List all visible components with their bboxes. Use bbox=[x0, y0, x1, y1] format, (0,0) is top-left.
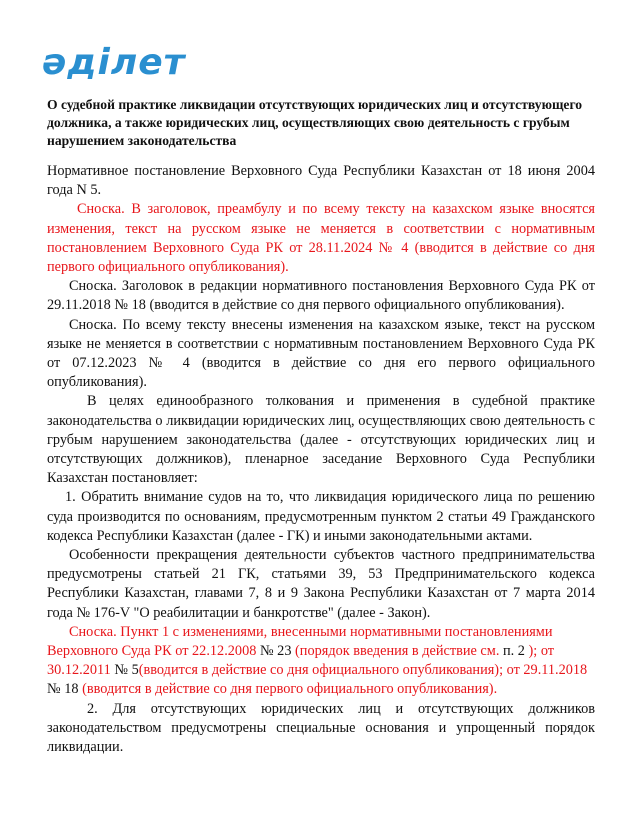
footnote-text: ); от 30.12.2011 bbox=[47, 643, 555, 679]
footnote-text: (вводится в действие со дня первого официального опубликования). bbox=[78, 681, 498, 698]
link-item-2[interactable]: п. 2 bbox=[502, 643, 525, 660]
paragraph: 1. Обратить внимание судов на то, что ликвидация юридического лица по решению суда производится по основаниям, предусмотренным пунктом 2 статьи 49 Гражданского кодекса Республики Казахстан (далее - ГК) и иными законодательными актами. bbox=[47, 489, 595, 544]
footnote-text: (вводится в действие со дня официального опубликования); от 29.11.2018 bbox=[138, 662, 588, 679]
footnote-text: (порядок введения в действие см. bbox=[291, 643, 503, 660]
footnote: Сноска. По всему тексту внесены изменения на казахском языке, текст на русском языке не меняется в соответствии с нормативным постановлением Верховного Суда РК от 07.12.2023 № 4 (вводится в действие со дня его первого официального опубликования). bbox=[47, 316, 595, 391]
link-decree-23[interactable]: № 23 bbox=[259, 643, 292, 660]
paragraph: Особенности прекращения деятельности субъектов частного предпринимательства предусмотрены статьей 21 ГК, статьями 39, 53 Предпринимательского кодекса Республики Казахстан, главами 7, 8 и 9 Закона Республики Казахстан от 7 марта 2014 года № 176-V "О реабилитации и банкротстве" (далее - Закон). bbox=[47, 547, 595, 621]
paragraph: 2. Для отсутствующих юридических лиц и отсутствующих должников законодательством предусмотрены специальные основания и упрощенный порядок ликвидации. bbox=[47, 700, 595, 756]
footnote: Сноска. Заголовок в редакции нормативного постановления Верховного Суда РК от 29.11.2018 № 18 (вводится в действие со дня первого официального опубликования). bbox=[47, 278, 595, 314]
logo-text: әділет bbox=[42, 42, 186, 83]
document-body bbox=[47, 162, 595, 757]
document-source: Нормативное постановление Верховного Суда Республики Казахстан от 18 июня 2004 года N 5. bbox=[47, 163, 595, 199]
adilet-logo[interactable] bbox=[42, 40, 186, 86]
footnote bbox=[47, 623, 595, 700]
link-decree-18[interactable]: № 18 bbox=[47, 681, 79, 698]
document-title: О судебной практике ликвидации отсутствующих юридических лиц и отсутствующего должника, а также юридических лиц, осуществляющих свою деятельность с грубым нарушением законодательства bbox=[47, 97, 583, 148]
footnote: Сноска. В заголовок, преамбулу и по всему тексту на казахском языке вносятся изменения, текст на русском языке не меняется в соответствии с нормативным постановлением Верховного Суда РК от 28.11.2024 № 4 (вводится в действие со дня первого официального опубликования). bbox=[47, 201, 595, 276]
link-decree-5[interactable]: № 5 bbox=[114, 662, 139, 679]
preamble: В целях единообразного толкования и применения в судебной практике законодательства о ликвидации юридических лиц, осуществляющих свою деятельность с грубым нарушением законодательства (далее - отсутствующих юридических лиц и отсутствующих должников), пленарное заседание Верховного Суда Республики Казахстан постановляет: bbox=[47, 393, 595, 487]
footnote-text: Сноска. Пункт 1 с изменениями, внесенными нормативными постановлениями Верховного Суда РК от 22.12.2008 bbox=[47, 623, 553, 660]
